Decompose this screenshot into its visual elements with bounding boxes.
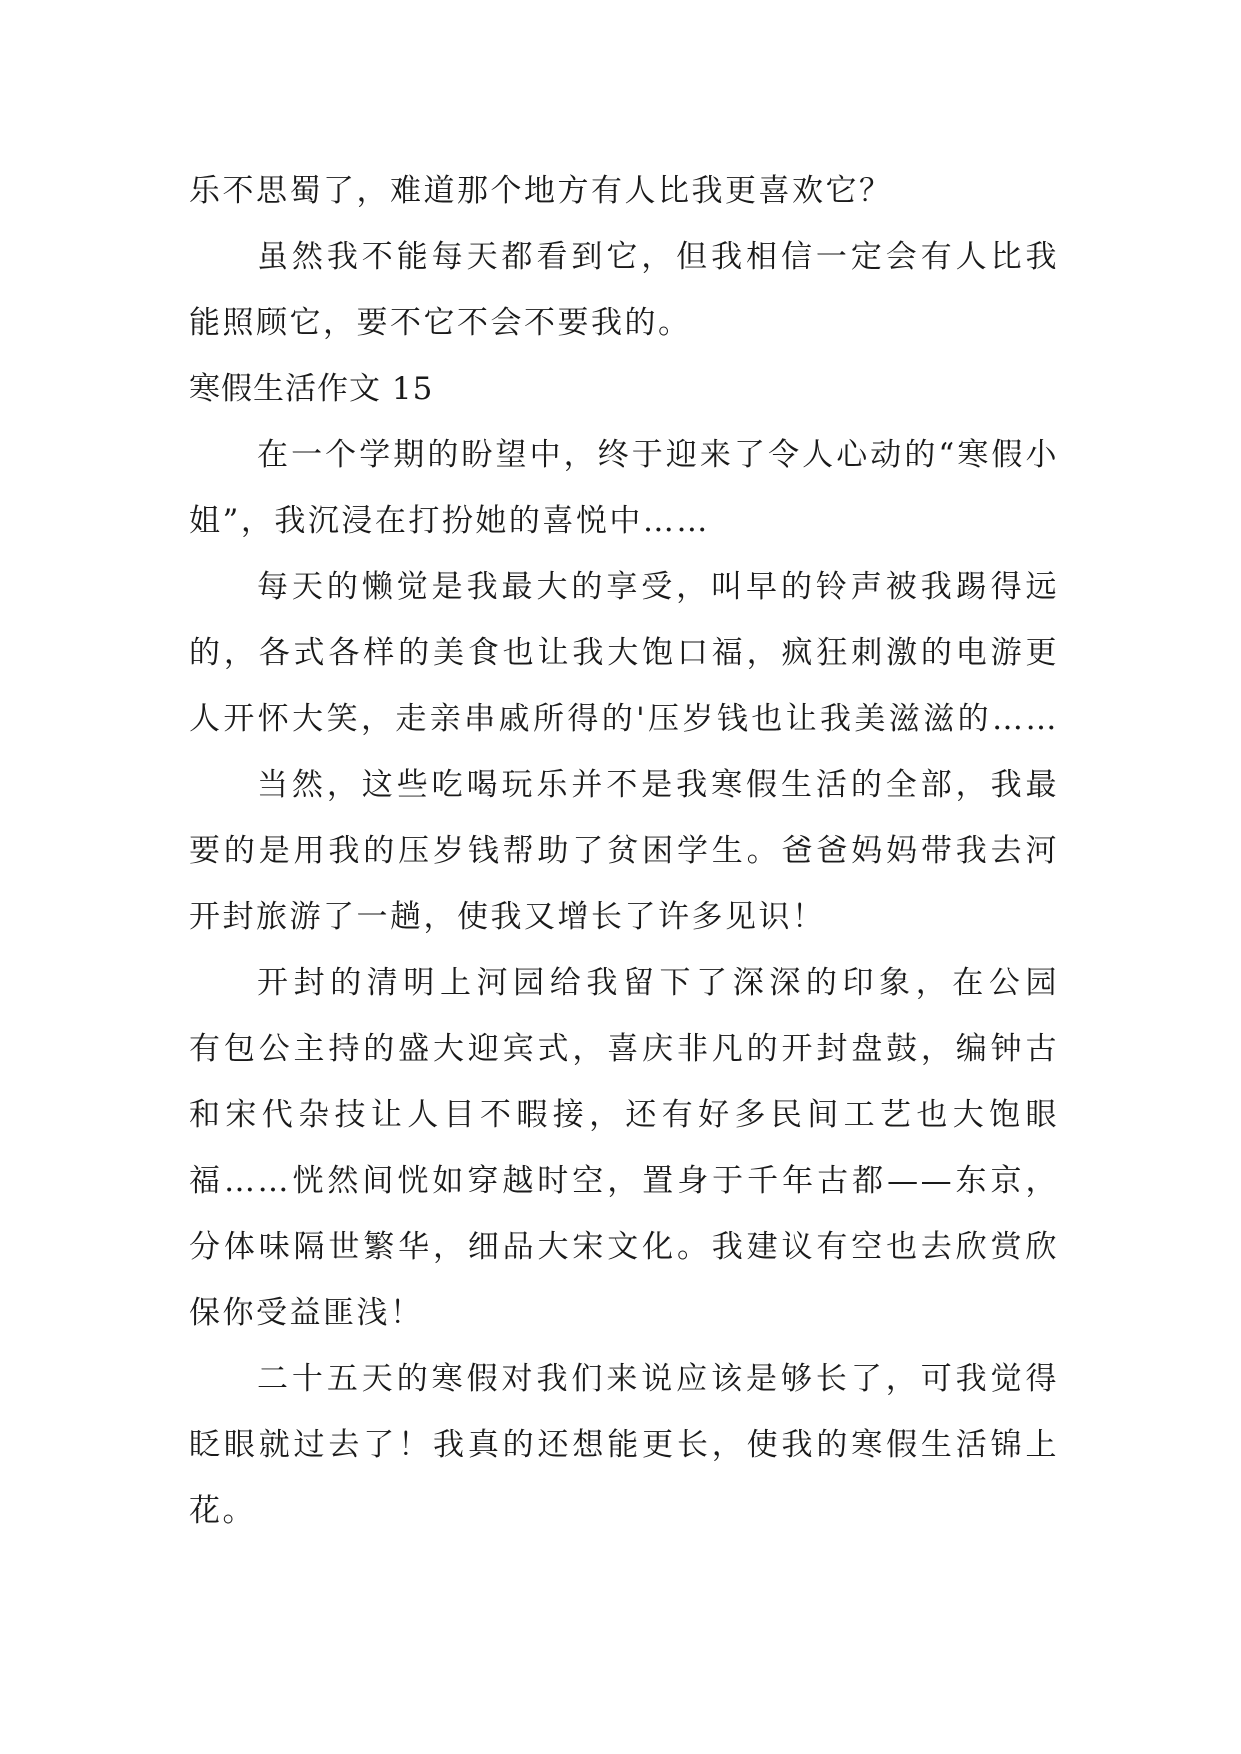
text-line: 当然，这些吃喝玩乐并不是我寒假生活的全部，我最 [257, 767, 1059, 803]
text-line: 和宋代杂技让人目不暇接，还有好多民间工艺也大饱眼 [189, 1097, 1059, 1133]
text-line: 有包公主持的盛大迎宾式，喜庆非凡的开封盘鼓，编钟古 [189, 1031, 1059, 1067]
text-line: 花。 [189, 1493, 256, 1529]
text-line: 福……恍然间恍如穿越时空，置身于千年古都——东京， [189, 1163, 1059, 1199]
text-line: 人开怀大笑，走亲串戚所得的'压岁钱也让我美滋滋的…… [189, 701, 1059, 737]
text-line: 姐”，我沉浸在打扮她的喜悦中…… [189, 503, 710, 539]
text-line: 在一个学期的盼望中，终于迎来了令人心动的“寒假小 [257, 437, 1059, 473]
section-heading: 寒假生活作文 15 [189, 371, 434, 407]
text-line: 二十五天的寒假对我们来说应该是够长了，可我觉得 [257, 1361, 1059, 1397]
text-line: 乐不思蜀了，难道那个地方有人比我更喜欢它？ [189, 173, 893, 209]
text-line: 的，各式各样的美食也让我大饱口福，疯狂刺激的电游更 [189, 635, 1059, 671]
text-line: 眨眼就过去了！我真的还想能更长，使我的寒假生活锦上 [189, 1427, 1059, 1463]
document-page [189, 158, 1059, 1544]
text-line: 虽然我不能每天都看到它，但我相信一定会有人比我 [257, 239, 1059, 275]
text-line: 开封的清明上河园给我留下了深深的印象，在公园 [257, 965, 1059, 1001]
text-line: 分体味隔世繁华，细品大宋文化。我建议有空也去欣赏欣 [189, 1229, 1059, 1265]
text-line: 能照顾它，要不它不会不要我的。 [189, 305, 692, 341]
text-line: 每天的懒觉是我最大的享受，叫早的铃声被我踢得远 [257, 569, 1059, 605]
text-line: 要的是用我的压岁钱帮助了贫困学生。爸爸妈妈带我去河 [189, 833, 1059, 869]
text-line: 保你受益匪浅！ [189, 1295, 424, 1331]
text-line: 开封旅游了一趟，使我又增长了许多见识！ [189, 899, 826, 935]
